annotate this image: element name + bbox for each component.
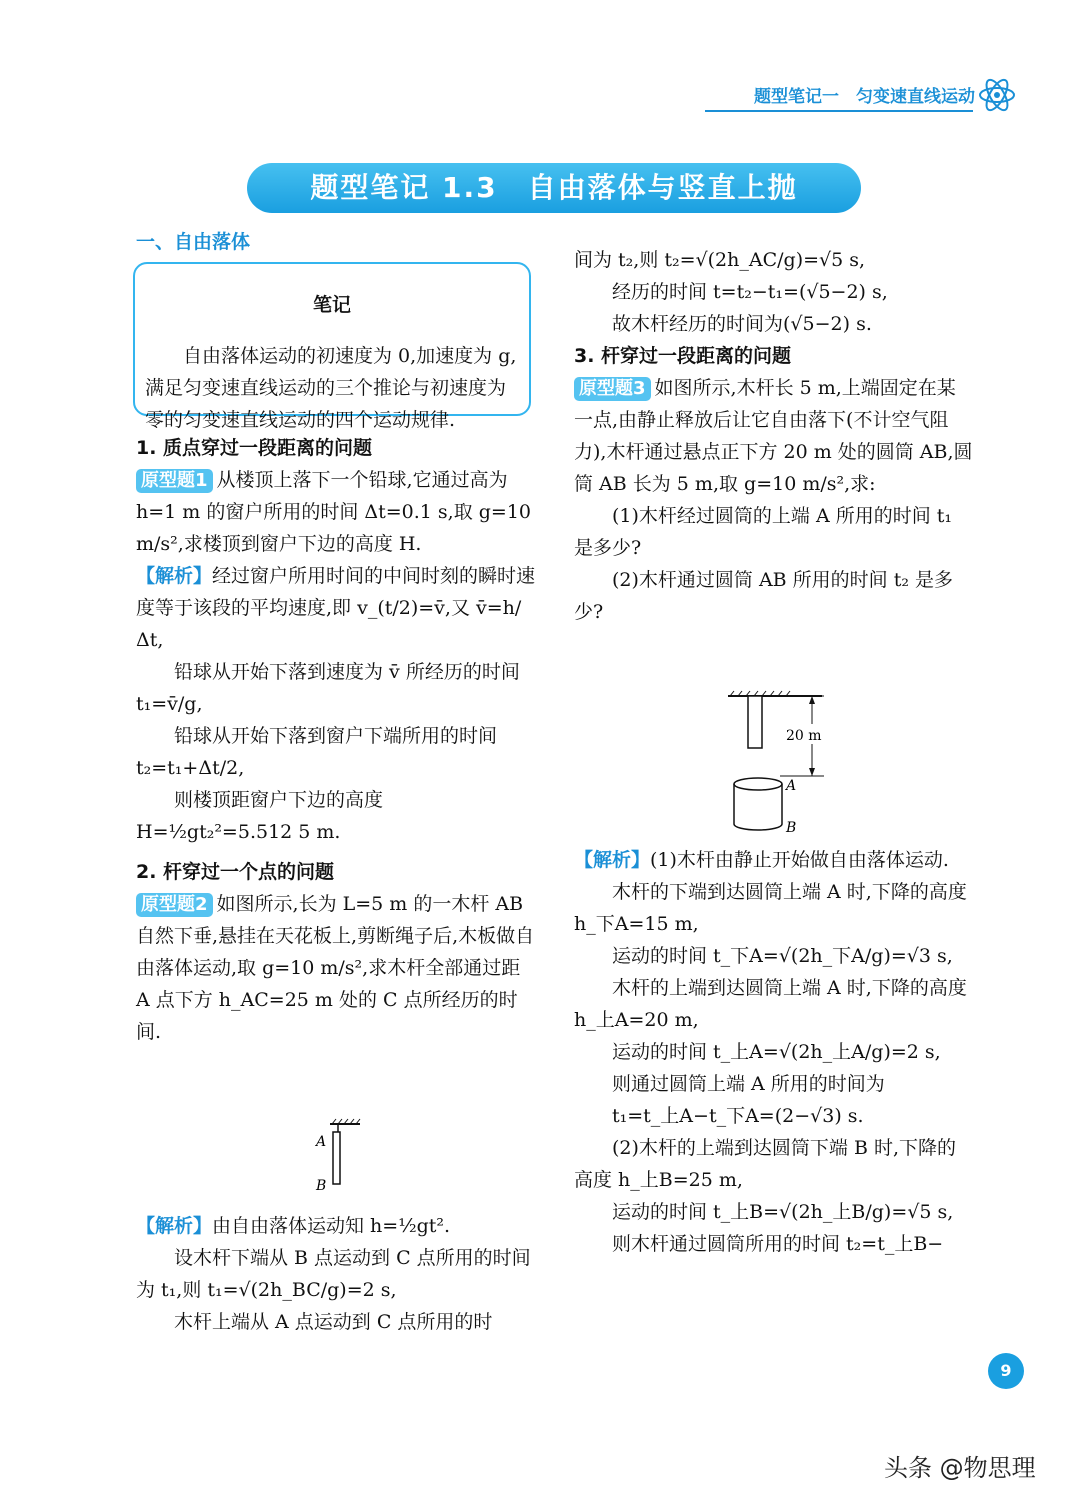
right-line-2: 经历的时间 t=t₂−t₁=(√5−2) s, bbox=[612, 281, 888, 303]
analysis-label: 【解析】 bbox=[136, 565, 213, 587]
watermark: 头条 @物思理 bbox=[884, 1454, 1036, 1482]
solution-3-line-1 bbox=[574, 844, 974, 876]
right-line-3: 故木杆经历的时间为(√5−2) s. bbox=[612, 313, 872, 335]
left-column-body bbox=[136, 432, 536, 1048]
solution-3-text-1: (1)木杆由静止开始做自由落体运动. bbox=[650, 849, 949, 871]
solution-3-line-2: 木杆的下端到达圆筒上端 A 时,下降的高度 h_下A=15 m, bbox=[574, 881, 967, 935]
solution-3-line-9: 运动的时间 t_上B=√(2h_上B/g)=√5 s, bbox=[612, 1201, 954, 1223]
problem-3-part-2: (2)木杆通过圆筒 AB 所用的时间 t₂ 是多少? bbox=[574, 569, 954, 623]
solution-2-line-3: 木杆上端从 A 点运动到 C 点所用的时 bbox=[174, 1311, 493, 1333]
section-heading: 一、自由落体 bbox=[136, 231, 251, 253]
running-header: 题型笔记一 匀变速直线运动 bbox=[754, 87, 975, 107]
right-column bbox=[574, 244, 974, 628]
solution-3-line-5: 运动的时间 t_上A=√(2h_上A/g)=2 s, bbox=[612, 1041, 941, 1063]
hanging-rod-figure bbox=[308, 1118, 368, 1198]
fig2-distance-label: 20 m bbox=[786, 728, 822, 744]
fig2-label-b: B bbox=[786, 820, 797, 836]
problem-1 bbox=[136, 464, 536, 560]
problem-2-text: 如图所示,长为 L=5 m 的一木杆 AB 自然下垂,悬挂在天花板上,剪断绳子后,木板做自由落体运动,取 g=10 m/s²,求木杆全部通过距 A 点下方 h_AC=25 m 处的 C 点所经历的时间. bbox=[136, 893, 535, 1043]
rod-cylinder-figure bbox=[720, 688, 830, 838]
left-column bbox=[136, 226, 536, 258]
solution-2-line-1 bbox=[136, 1210, 536, 1242]
fig1-label-b: B bbox=[316, 1178, 327, 1194]
solution-3-line-7: t₁=t_上A−t_下A=(2−√3) s. bbox=[612, 1105, 864, 1127]
solution-2-line-2: 设木杆下端从 B 点运动到 C 点所用的时间为 t₁,则 t₁=√(2h_BC/g)=2 s, bbox=[136, 1247, 531, 1301]
problem-3-part-1: (1)木杆经过圆筒的上端 A 所用的时间 t₁ 是多少? bbox=[574, 505, 953, 559]
fig1-label-a: A bbox=[316, 1134, 327, 1150]
solution-2-text-1: 由自由落体运动知 h=½gt². bbox=[212, 1215, 451, 1237]
note-box bbox=[133, 262, 531, 431]
solution-3-line-3: 运动的时间 t_下A=√(2h_下A/g)=√3 s, bbox=[612, 945, 953, 967]
problem-3 bbox=[574, 372, 974, 500]
subheading-3: 3. 杆穿过一段距离的问题 bbox=[574, 345, 792, 367]
analysis-label-2: 【解析】 bbox=[136, 1215, 213, 1237]
fig2-label-a: A bbox=[786, 778, 797, 794]
solution-1-text-1: 经过窗户所用时间的中间时刻的瞬时速度等于该段的平均速度,即 v_(t/2)=v̄,又 v̄=h/Δt, bbox=[136, 565, 536, 651]
problem-tag-1: 原型题1 bbox=[136, 469, 213, 493]
solution-3-line-6: 则通过圆筒上端 A 所用的时间为 bbox=[612, 1073, 885, 1095]
problem-1-text: 从楼顶上落下一个铅球,它通过高为 h=1 m 的窗户所用的时间 Δt=0.1 s,取 g=10 m/s²,求楼顶到窗户下边的高度 H. bbox=[136, 469, 532, 555]
subheading-2: 2. 杆穿过一个点的问题 bbox=[136, 861, 335, 883]
atom-icon bbox=[978, 76, 1016, 114]
left-column-tail bbox=[136, 1210, 536, 1338]
header-rule bbox=[705, 110, 973, 112]
problem-3-text: 如图所示,木杆长 5 m,上端固定在某一点,由静止释放后让它自由落下(不计空气阻力),木杆通过悬点正下方 20 m 处的圆筒 AB,圆筒 AB 长为 5 m,取 g=10 m/s²,求: bbox=[574, 377, 973, 495]
solution-3-line-10: 则木杆通过圆筒所用的时间 t₂=t_上B− bbox=[612, 1233, 944, 1255]
problem-tag-2: 原型题2 bbox=[136, 893, 213, 917]
note-body: 自由落体运动的初速度为 0,加速度为 g,满足匀变速直线运动的三个推论与初速度为零的匀变速直线运动的四个运动规律. bbox=[145, 345, 517, 431]
analysis-label-3: 【解析】 bbox=[574, 849, 651, 871]
problem-2 bbox=[136, 888, 536, 1048]
solution-1-line-4: 则楼顶距窗户下边的高度 H=½gt₂²=5.512 5 m. bbox=[136, 789, 384, 843]
subheading-1: 1. 质点穿过一段距离的问题 bbox=[136, 437, 373, 459]
solution-1-line-3: 铅球从开始下落到窗户下端所用的时间 t₂=t₁+Δt/2, bbox=[136, 725, 498, 779]
page-number: 9 bbox=[988, 1353, 1024, 1389]
problem-tag-3: 原型题3 bbox=[574, 377, 651, 401]
note-title: 笔记 bbox=[312, 294, 351, 316]
right-line-1: 间为 t₂,则 t₂=√(2h_AC/g)=√5 s, bbox=[574, 249, 866, 271]
section-title-banner: 题型笔记 1.3 自由落体与竖直上抛 bbox=[247, 163, 861, 213]
solution-3-line-8: (2)木杆的上端到达圆筒下端 B 时,下降的高度 h_上B=25 m, bbox=[574, 1137, 956, 1191]
solution-3-line-4: 木杆的上端到达圆筒上端 A 时,下降的高度 h_上A=20 m, bbox=[574, 977, 967, 1031]
solution-1-line-1 bbox=[136, 560, 536, 656]
solution-1-line-2: 铅球从开始下落到速度为 v̄ 所经历的时间 t₁=v̄/g, bbox=[136, 661, 520, 715]
right-column-solution bbox=[574, 844, 974, 1260]
